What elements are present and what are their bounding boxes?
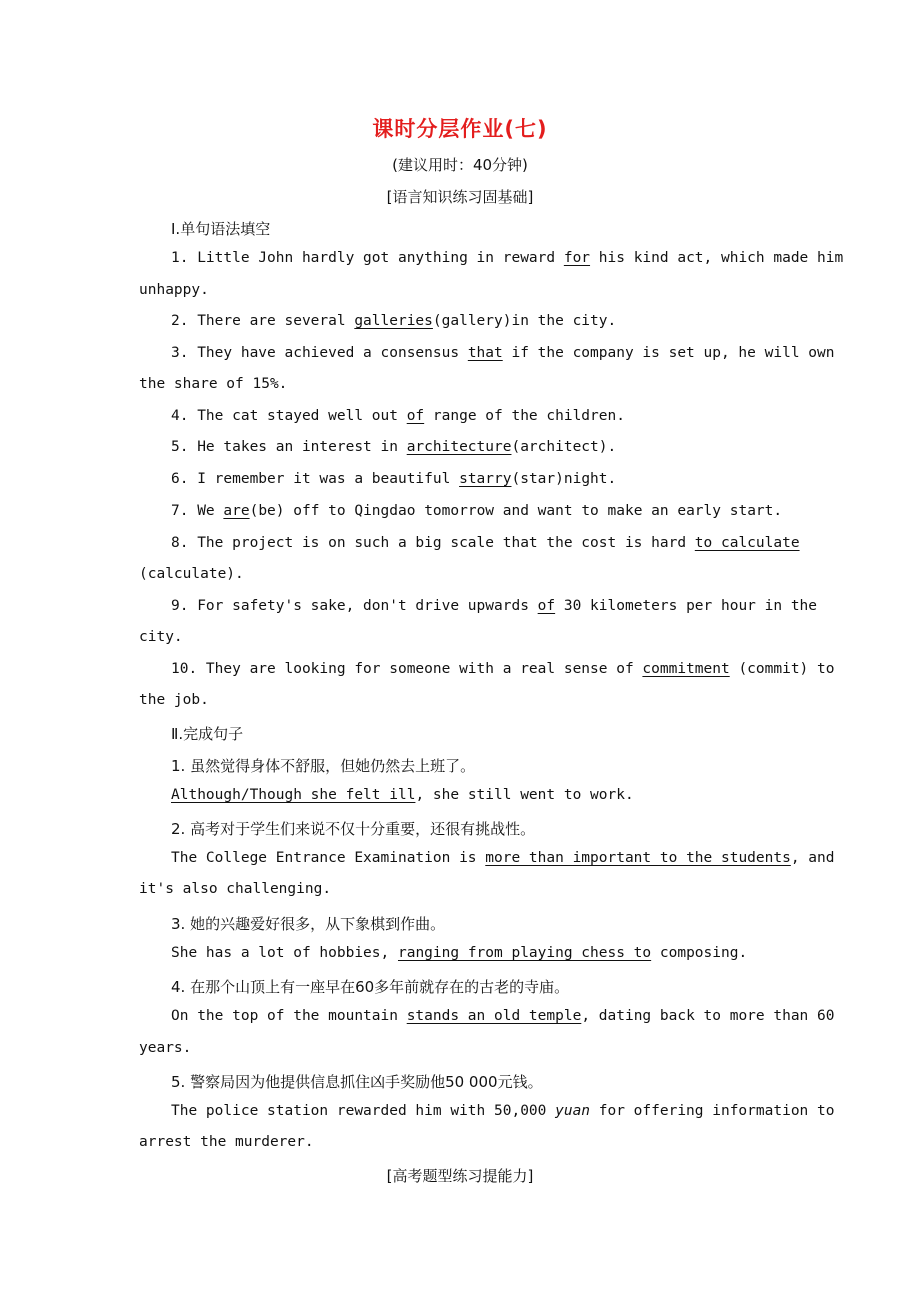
- sentence-1-chinese: 1. 虽然觉得身体不舒服，但她仍然去上班了。: [171, 757, 476, 775]
- sentence-2-cont: it's also challenging.: [139, 881, 332, 897]
- sentence-2-chinese: 2. 高考对于学生们来说不仅十分重要，还很有挑战性。: [171, 820, 536, 838]
- answer-7: are: [223, 503, 250, 519]
- answer-8: to calculate: [694, 535, 800, 551]
- question-3-cont: the share of 15%.: [139, 376, 288, 392]
- question-9-cont: city.: [139, 629, 183, 645]
- answer-6: starry: [459, 471, 512, 487]
- question-2: 2. There are several galleries(gallery)in the city.: [171, 313, 617, 329]
- answer-2: galleries: [354, 313, 433, 329]
- question-3: 3. They have achieved a consensus that if the company is set up, he will own: [171, 345, 835, 361]
- page-title: 课时分层作业(七): [372, 117, 548, 141]
- sentence-4-chinese: 4. 在那个山顶上有一座早在60多年前就存在的古老的寺庙。: [171, 978, 570, 996]
- question-9: 9. For safety's sake, don't drive upwards of 30 kilometers per hour in the: [171, 598, 818, 614]
- sentence-3-english: She has a lot of hobbies, ranging from playing chess to composing.: [171, 945, 748, 961]
- answer-5: architecture: [406, 439, 512, 455]
- sentence-5-chinese: 5. 警察局因为他提供信息抓住凶手奖励他50 000元钱。: [171, 1073, 543, 1091]
- question-10-cont: the job.: [139, 692, 209, 708]
- sentence-4-cont: years.: [139, 1040, 192, 1056]
- answer-1: for: [563, 250, 591, 266]
- answer-3: that: [467, 345, 503, 361]
- question-1-cont: unhappy.: [139, 282, 209, 298]
- time-note: (建议用时：40分钟): [392, 156, 528, 174]
- question-10: 10. They are looking for someone with a real sense of commitment (commit) to: [171, 661, 835, 677]
- question-1: 1. Little John hardly got anything in reward for his kind act, which made him: [171, 250, 844, 266]
- sentence-4-english: On the top of the mountain stands an old temple, dating back to more than 60: [171, 1008, 835, 1024]
- question-5: 5. He takes an interest in architecture(architect).: [171, 439, 617, 455]
- sentence-5-cont: arrest the murderer.: [139, 1134, 314, 1150]
- sentence-3-chinese: 3. 她的兴趣爱好很多，从下象棋到作曲。: [171, 915, 446, 933]
- question-8-cont: (calculate).: [139, 566, 244, 582]
- sentence-5-italic-word: yuan: [555, 1103, 591, 1119]
- part1-heading: Ⅰ.单句语法填空: [171, 220, 271, 238]
- section-heading-basics: [语言知识练习固基础]: [386, 188, 534, 206]
- sentence-1-answer: Although/Though she felt ill: [171, 787, 416, 803]
- section-heading-exam: [高考题型练习提能力]: [386, 1167, 534, 1185]
- question-6: 6. I remember it was a beautiful starry(star)night.: [171, 471, 617, 487]
- question-4: 4. The cat stayed well out of range of the children.: [171, 408, 625, 424]
- answer-10: commitment: [642, 661, 730, 677]
- sentence-3-answer: ranging from playing chess to: [397, 945, 652, 961]
- answer-4: of: [406, 408, 425, 424]
- answer-9: of: [537, 598, 556, 614]
- sentence-5-english: The police station rewarded him with 50,000 yuan for offering information to: [171, 1103, 835, 1119]
- sentence-2-answer: more than important to the students: [485, 850, 791, 866]
- part2-heading: Ⅱ.完成句子: [171, 725, 244, 743]
- sentence-1-english: Although/Though she felt ill, she still went to work.: [171, 787, 634, 803]
- sentence-2-english: The College Entrance Examination is more than important to the students, and: [171, 850, 835, 866]
- sentence-4-answer: stands an old temple: [406, 1008, 582, 1024]
- question-7: 7. We are(be) off to Qingdao tomorrow and want to make an early start.: [171, 503, 783, 519]
- question-8: 8. The project is on such a big scale that the cost is hard to calculate: [171, 535, 800, 551]
